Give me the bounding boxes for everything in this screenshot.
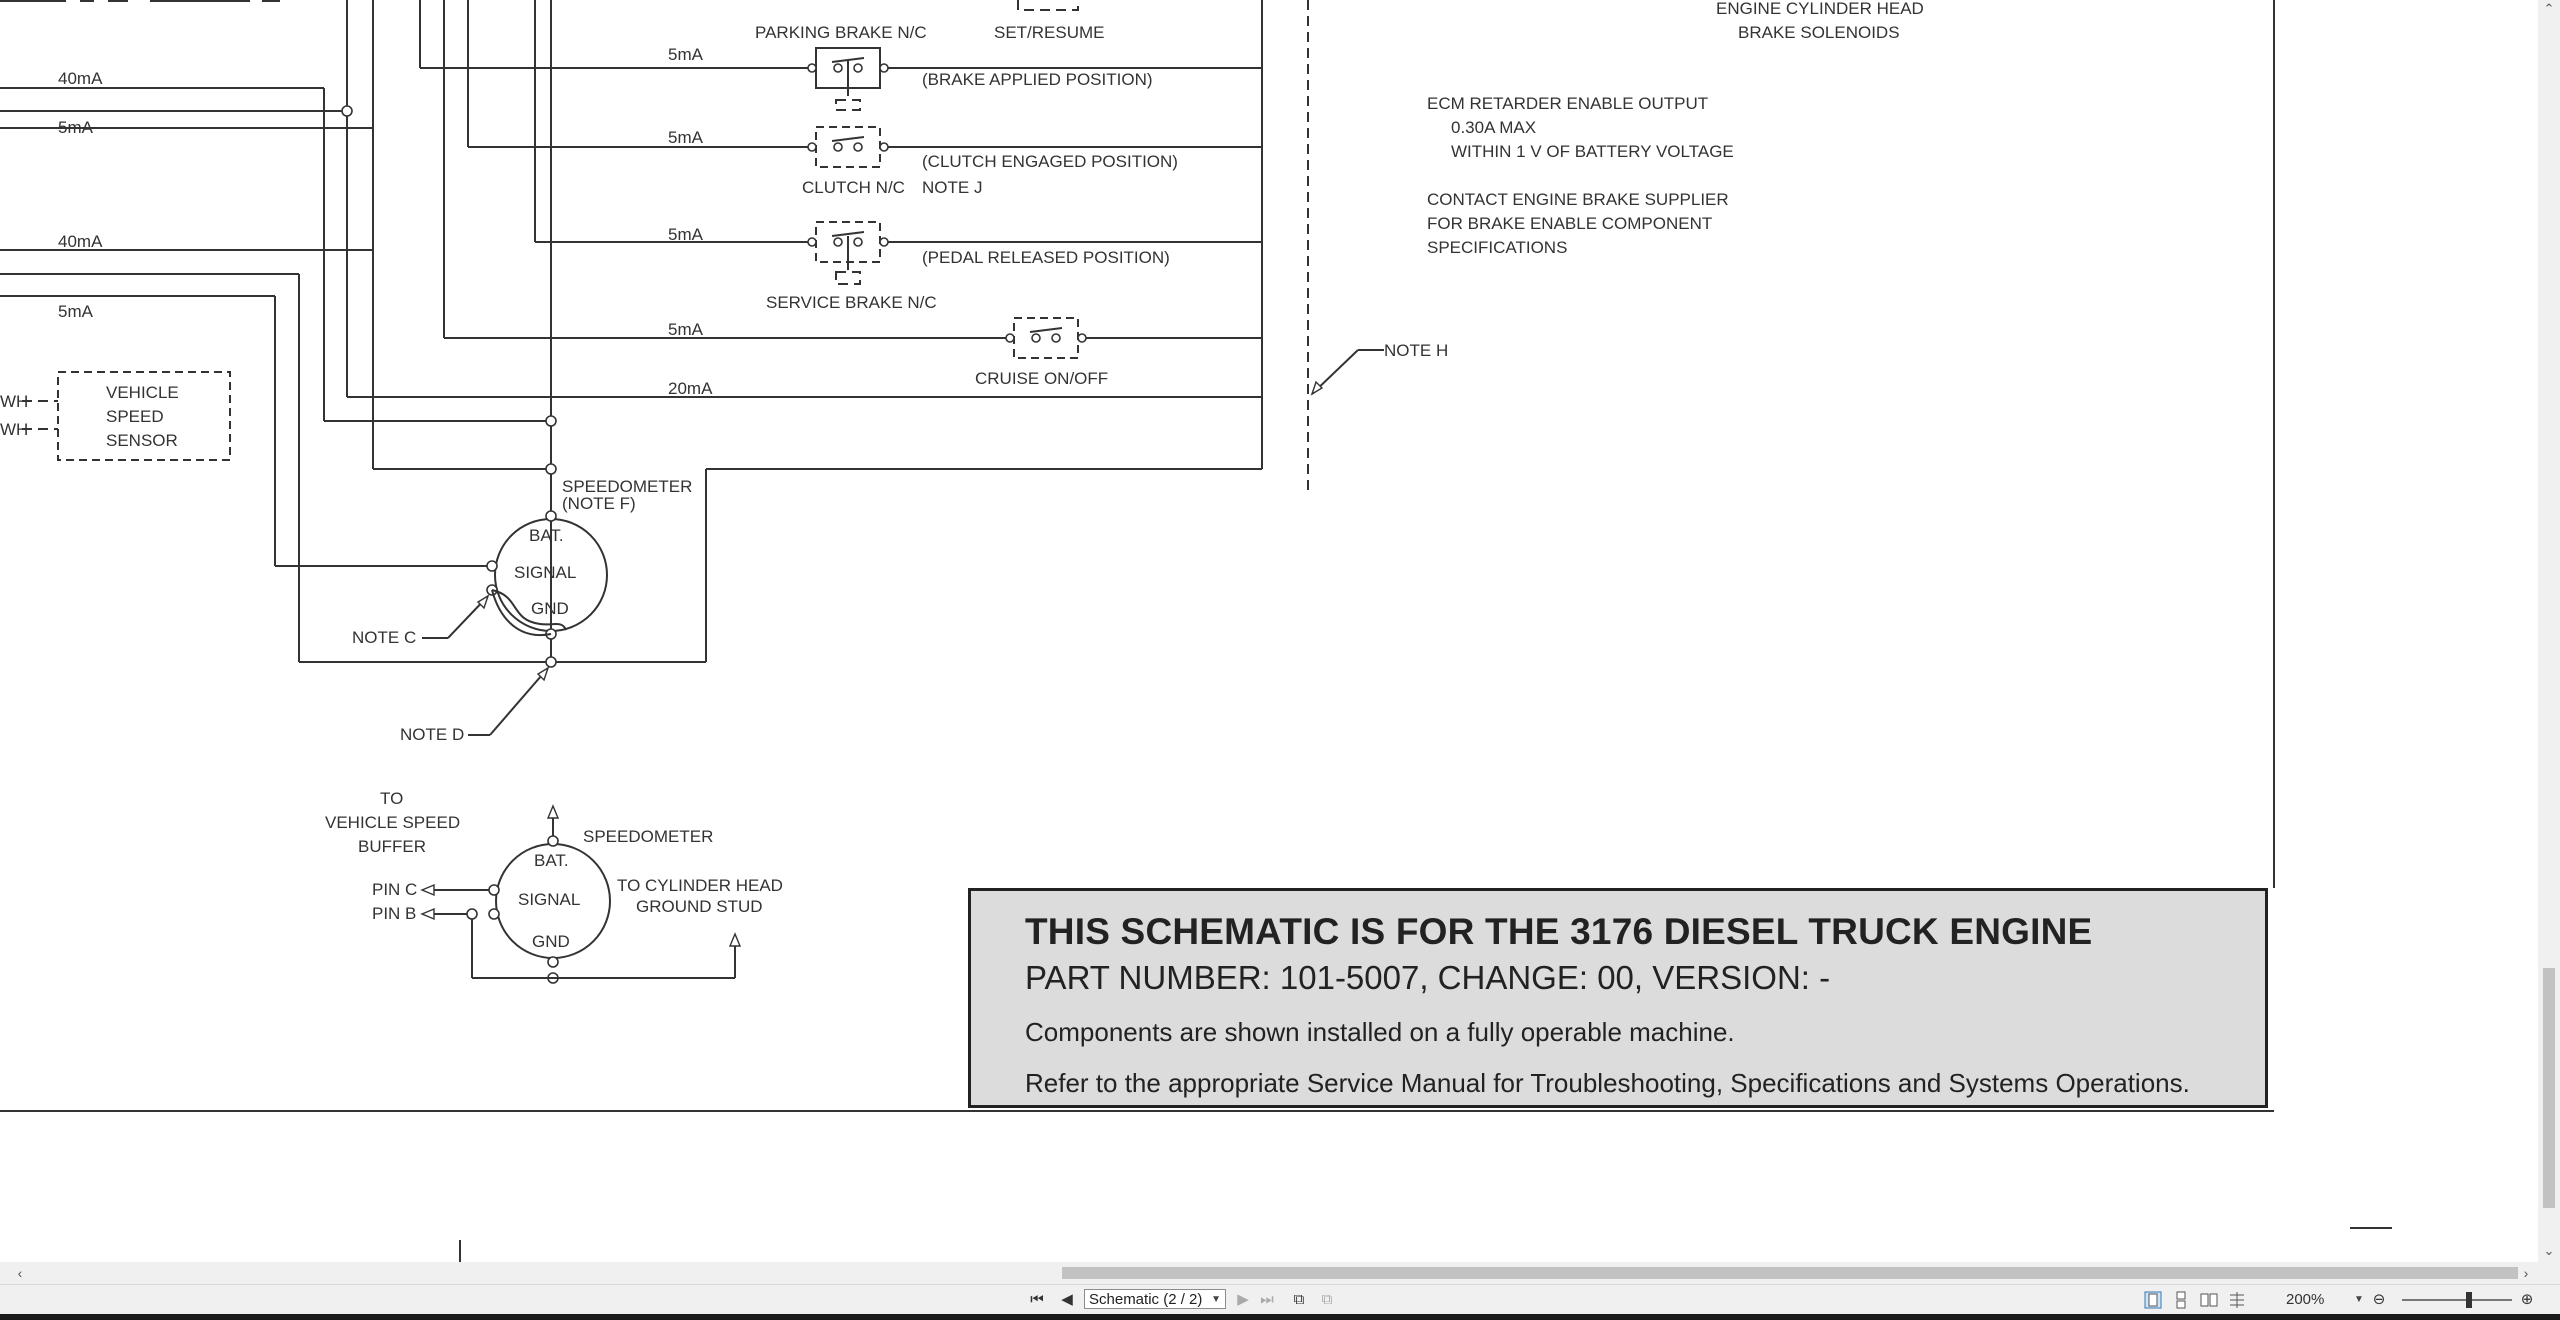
note-f-label: (NOTE F) (562, 494, 636, 513)
two-page-view-icon[interactable] (2200, 1291, 2218, 1309)
scroll-left-icon[interactable]: ‹ (17, 1265, 23, 1281)
bat2-label: BAT. (534, 851, 569, 870)
title-block (968, 888, 2268, 1108)
pin-c-label: PIN C (372, 880, 418, 899)
brake-solenoids-label: BRAKE SOLENOIDS (1738, 23, 1900, 42)
split-view-icon[interactable] (2228, 1291, 2246, 1309)
contact-line2: FOR BRAKE ENABLE COMPONENT (1427, 214, 1713, 233)
cylinder-head-line2: GROUND STUD (636, 897, 763, 916)
continuous-view-icon[interactable] (2172, 1291, 2190, 1309)
contact-line3: SPECIFICATIONS (1427, 238, 1568, 257)
pin-b-label: PIN B (372, 904, 417, 923)
within-voltage-label: WITHIN 1 V OF BATTERY VOLTAGE (1451, 142, 1734, 161)
zoom-dropdown-icon[interactable]: ▼ (2354, 1294, 2364, 1305)
note-d-label: NOTE D (400, 725, 465, 744)
parking-brake-label: PARKING BRAKE N/C (755, 23, 927, 42)
vss-label-line3: SENSOR (106, 431, 178, 450)
status-bar (0, 1284, 2560, 1315)
note-h-label: NOTE H (1384, 341, 1449, 360)
ecm-retarder-label: ECM RETARDER ENABLE OUTPUT (1427, 94, 1709, 113)
clutch-engaged-label: (CLUTCH ENGAGED POSITION) (922, 152, 1178, 171)
title-block-part-number: PART NUMBER: 101-5007, CHANGE: 00, VERSION: - (1025, 959, 1831, 996)
current-label: 5mA (668, 128, 703, 147)
vertical-scrollbar[interactable] (2538, 0, 2560, 1262)
set-resume-switch (1018, 0, 1078, 10)
bat-label: BAT. (529, 526, 564, 545)
title-block-title: THIS SCHEMATIC IS FOR THE 3176 DIESEL TRUCK ENGINE (1025, 911, 2093, 952)
parking-brake-switch (808, 48, 888, 110)
window-icon[interactable]: ⧉ (1293, 1291, 1305, 1308)
previous-page-icon[interactable]: ◀ (1061, 1291, 1073, 1308)
current-label: 40mA (58, 232, 103, 251)
current-label: 5mA (668, 225, 703, 244)
scrollbar-corner (2538, 1262, 2560, 1284)
gnd2-label: GND (532, 932, 570, 951)
service-brake-label: SERVICE BRAKE N/C (766, 293, 937, 312)
note-d-leader (468, 668, 548, 735)
vertical-scroll-thumb[interactable] (2543, 968, 2555, 1208)
gnd-label: GND (531, 599, 569, 618)
max-current-label: 0.30A MAX (1451, 118, 1537, 137)
set-resume-label: SET/RESUME (994, 23, 1105, 42)
left-wires (0, 0, 1262, 662)
to-label: TO (380, 789, 404, 808)
contact-line1: CONTACT ENGINE BRAKE SUPPLIER (1427, 190, 1729, 209)
current-label: 5mA (58, 118, 93, 137)
cylinder-head-line1: TO CYLINDER HEAD (617, 876, 783, 895)
next-page-icon[interactable]: ▶ (1237, 1291, 1249, 1308)
brake-applied-label: (BRAKE APPLIED POSITION) (922, 70, 1153, 89)
switch-wires (347, 0, 1262, 662)
taskbar-edge (0, 1314, 2560, 1320)
scroll-up-icon[interactable]: ⌃ (2543, 1, 2555, 16)
title-block-note1: Components are shown installed on a fully operable machine. (1025, 1017, 1735, 1047)
vehicle-speed-buffer-line2: BUFFER (358, 837, 426, 856)
zoom-in-icon[interactable]: ⊕ (2520, 1291, 2534, 1308)
clutch-switch (808, 127, 888, 167)
zoom-level[interactable]: 200% (2286, 1291, 2325, 1308)
current-label: 20mA (668, 379, 713, 398)
current-label: 5mA (668, 45, 703, 64)
note-c-label: NOTE C (352, 628, 417, 647)
last-page-icon[interactable]: ⏭ (1260, 1291, 1274, 1308)
page-select-value: Schematic (2 / 2) (1089, 1291, 1203, 1308)
horizontal-scroll-thumb[interactable] (1062, 1267, 2518, 1279)
engine-cylinder-head-label: ENGINE CYLINDER HEAD (1716, 0, 1924, 18)
current-label: 40mA (58, 69, 103, 88)
first-page-icon[interactable]: ⏮ (1030, 1291, 1044, 1308)
current-label: 5mA (668, 320, 703, 339)
vss-label-line1: VEHICLE (106, 383, 179, 402)
horizontal-scrollbar[interactable] (0, 1262, 2538, 1284)
zoom-slider-track[interactable] (2402, 1299, 2512, 1301)
vss-label-line2: SPEED (106, 407, 164, 426)
cruise-switch (1006, 318, 1086, 358)
clutch-nc-label: CLUTCH N/C (802, 178, 905, 197)
speedometer2-label: SPEEDOMETER (583, 827, 714, 846)
service-brake-switch (808, 222, 888, 284)
junction-nodes (342, 106, 556, 474)
zoom-slider-thumb[interactable] (2466, 1292, 2472, 1308)
title-block-note2: Refer to the appropriate Service Manual for Troubleshooting, Specifications and Systems Operations. (1025, 1068, 2190, 1098)
signal2-label: SIGNAL (518, 890, 581, 909)
single-page-view-icon[interactable] (2144, 1291, 2162, 1309)
speedometer-label: SPEEDOMETER (562, 477, 693, 496)
pedal-released-label: (PEDAL RELEASED POSITION) (922, 248, 1170, 267)
scroll-down-icon[interactable]: ⌄ (2543, 1243, 2555, 1258)
note-h-leader (1312, 350, 1384, 394)
vehicle-speed-buffer-line1: VEHICLE SPEED (325, 813, 461, 832)
window-dim-icon[interactable]: ⧉ (1321, 1291, 1333, 1308)
signal-label: SIGNAL (514, 563, 577, 582)
cruise-label: CRUISE ON/OFF (975, 369, 1109, 388)
wire-color-wh: WH (0, 420, 29, 439)
page-select[interactable] (1084, 1289, 1226, 1309)
chevron-down-icon: ▼ (1211, 1294, 1221, 1305)
zoom-out-icon[interactable]: ⊖ (2372, 1291, 2386, 1308)
note-j-label: NOTE J (922, 178, 983, 197)
wire-color-wh: WH (0, 392, 29, 411)
current-label: 5mA (58, 302, 93, 321)
scroll-right-icon[interactable]: › (2523, 1265, 2529, 1281)
note-c-leader (422, 596, 488, 638)
